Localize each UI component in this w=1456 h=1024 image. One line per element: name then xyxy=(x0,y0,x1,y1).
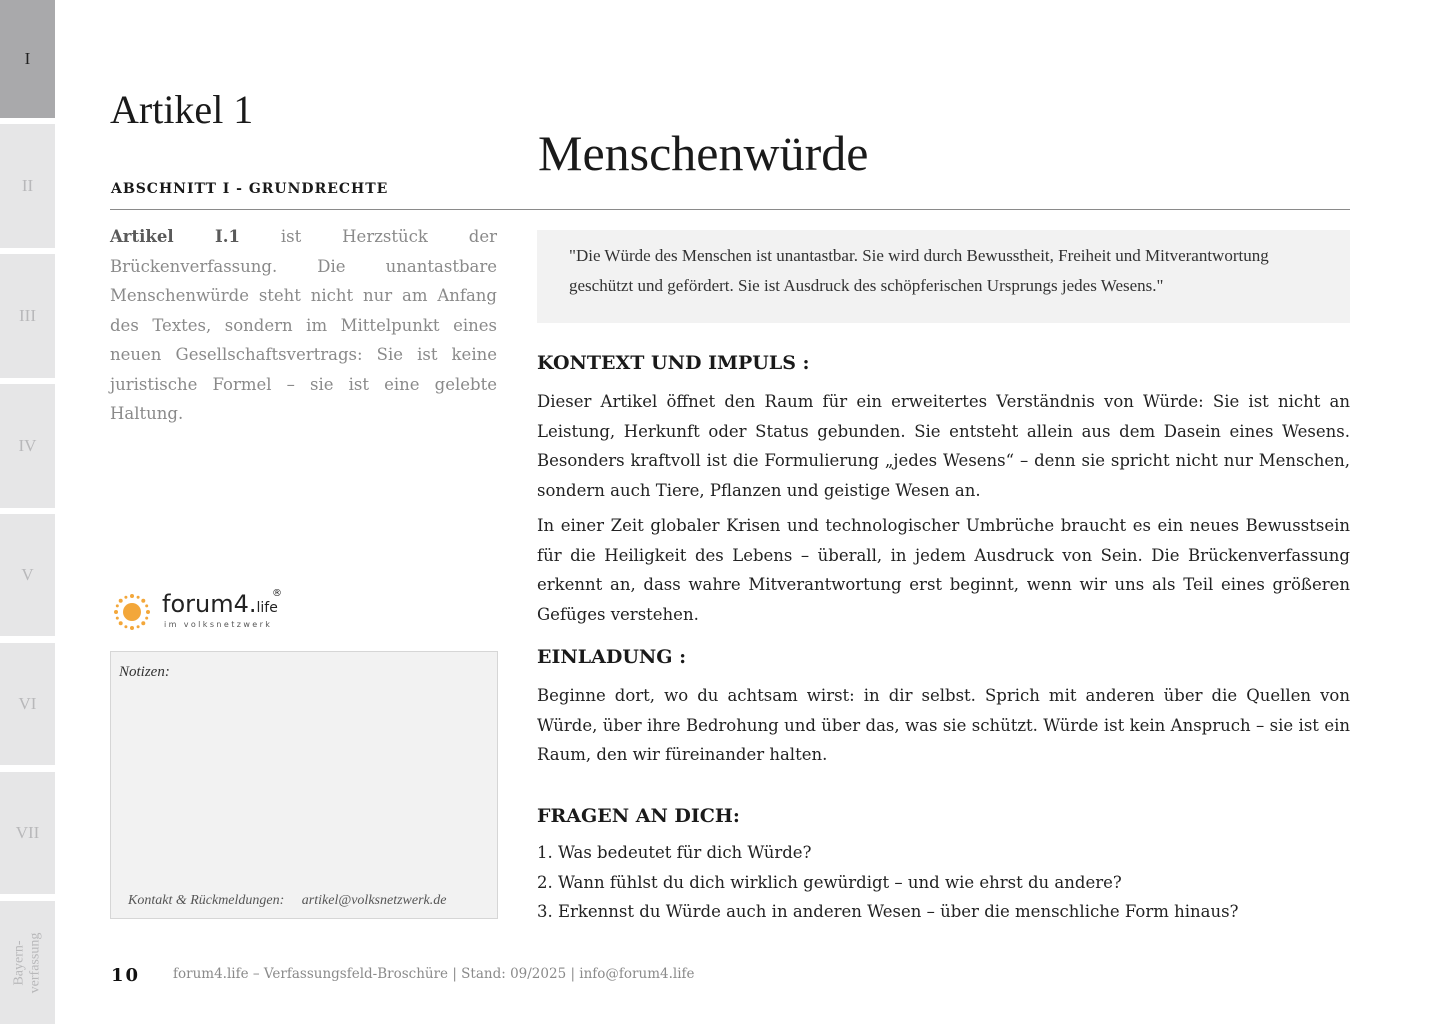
intro-lead: Artikel I.1 xyxy=(110,227,240,246)
context-paragraph-1: Dieser Artikel öffnet den Raum für ein erweitertes Verständnis von Würde: Sie ist nicht an Leistung, Herkunft oder Status gebunden. Sie entsteht allein aus dem Dasein eines Wesens. Besonders kraftvoll ist die Formulierung „jedes Wesens“ – denn sie spricht nicht nur Menschen, sondern auch Tiere, Pflanzen und geistige Wesen an. xyxy=(537,392,1350,500)
footer-text: forum4.life – Verfassungsfeld-Broschüre | Stand: 09/2025 | info@forum4.life xyxy=(173,966,695,982)
tab-chapter-3[interactable]: III xyxy=(0,254,55,378)
quote-text: "Die Würde des Menschen ist unantastbar. Sie wird durch Bewusstheit, Freiheit und Mitverantwortung geschützt und gefördert. Sie ist Ausdruck des schöpferischen Ursprungs jedes Wesens." xyxy=(569,246,1269,295)
invitation-paragraph: Beginne dort, wo du achtsam wirst: in dir selbst. Sprich mit anderen über die Quellen von Würde, über ihre Bedrohung und über das, was sie schützt. Würde ist kein Anspruch – sie ist ein Raum, den wir füreinander halten. xyxy=(537,686,1350,764)
sun-icon xyxy=(110,590,154,634)
tab-chapter-6[interactable]: VI xyxy=(0,643,55,765)
intro-paragraph xyxy=(110,222,497,429)
contact-email-link[interactable]: artikel@volksnetzwerk.de xyxy=(301,893,447,908)
article-title: Artikel 1 xyxy=(110,87,254,132)
logo-tagline: im volksnetzwerk xyxy=(164,620,273,629)
logo-wordmark: forum4.life xyxy=(162,590,278,618)
tab-chapter-1[interactable]: I xyxy=(0,0,55,118)
context-heading: KONTEXT UND IMPULS : xyxy=(537,352,810,374)
question-item: 1. Was bedeutet für dich Würde? xyxy=(537,843,812,862)
header-divider xyxy=(110,209,1350,210)
section-label: ABSCHNITT I - GRUNDRECHTE xyxy=(111,181,389,197)
forum4-logo xyxy=(110,590,310,634)
tab-chapter-4[interactable]: IV xyxy=(0,384,55,508)
notes-label: Notizen: xyxy=(119,664,170,680)
intro-text: ist Herzstück der Brückenverfassung. Die unantastbare Menschenwürde steht nicht nur am Anfang des Textes, sondern im Mittelpunkt eines neuen Gesellschaftsvertrags: Sie ist keine juristische Formel – sie ist eine gelebte Haltung. xyxy=(110,227,497,423)
question-item: 2. Wann fühlst du dich wirklich gewürdigt – und wie ehrst du andere? xyxy=(537,872,1122,892)
questions-heading: FRAGEN AN DICH: xyxy=(537,805,740,827)
tab-chapter-7[interactable]: VII xyxy=(0,772,55,894)
tab-bayernverfassung[interactable]: Bayern- verfassung xyxy=(0,901,55,1024)
page-number: 10 xyxy=(111,965,141,986)
tab-chapter-5[interactable]: V xyxy=(0,514,55,636)
tab-chapter-2[interactable]: II xyxy=(0,124,55,248)
invitation-heading: EINLADUNG : xyxy=(537,646,687,668)
chapter-tabs xyxy=(0,0,55,1024)
notes-box[interactable] xyxy=(110,651,498,919)
question-item: 3. Erkennst du Würde auch in anderen Wesen – über die menschliche Form hinaus? xyxy=(537,902,1239,921)
quote-box xyxy=(537,230,1350,323)
notes-contact xyxy=(128,893,446,909)
questions-list xyxy=(537,838,1350,927)
contact-label: Kontakt & Rückmeldungen: xyxy=(128,893,285,908)
registered-mark: ® xyxy=(272,588,282,599)
context-paragraph-2: In einer Zeit globaler Krisen und technologischer Umbrüche braucht es ein neues Bewusstsein für die Heiligkeit des Lebens – überall, in jedem Ausdruck von Sein. Die Brückenverfassung erkennt an, dass wahre Mitverantwortung erst beginnt, wenn wir uns als Teil eines größeren Gefüges verstehen. xyxy=(537,516,1350,624)
page-title: Menschenwürde xyxy=(538,125,869,181)
